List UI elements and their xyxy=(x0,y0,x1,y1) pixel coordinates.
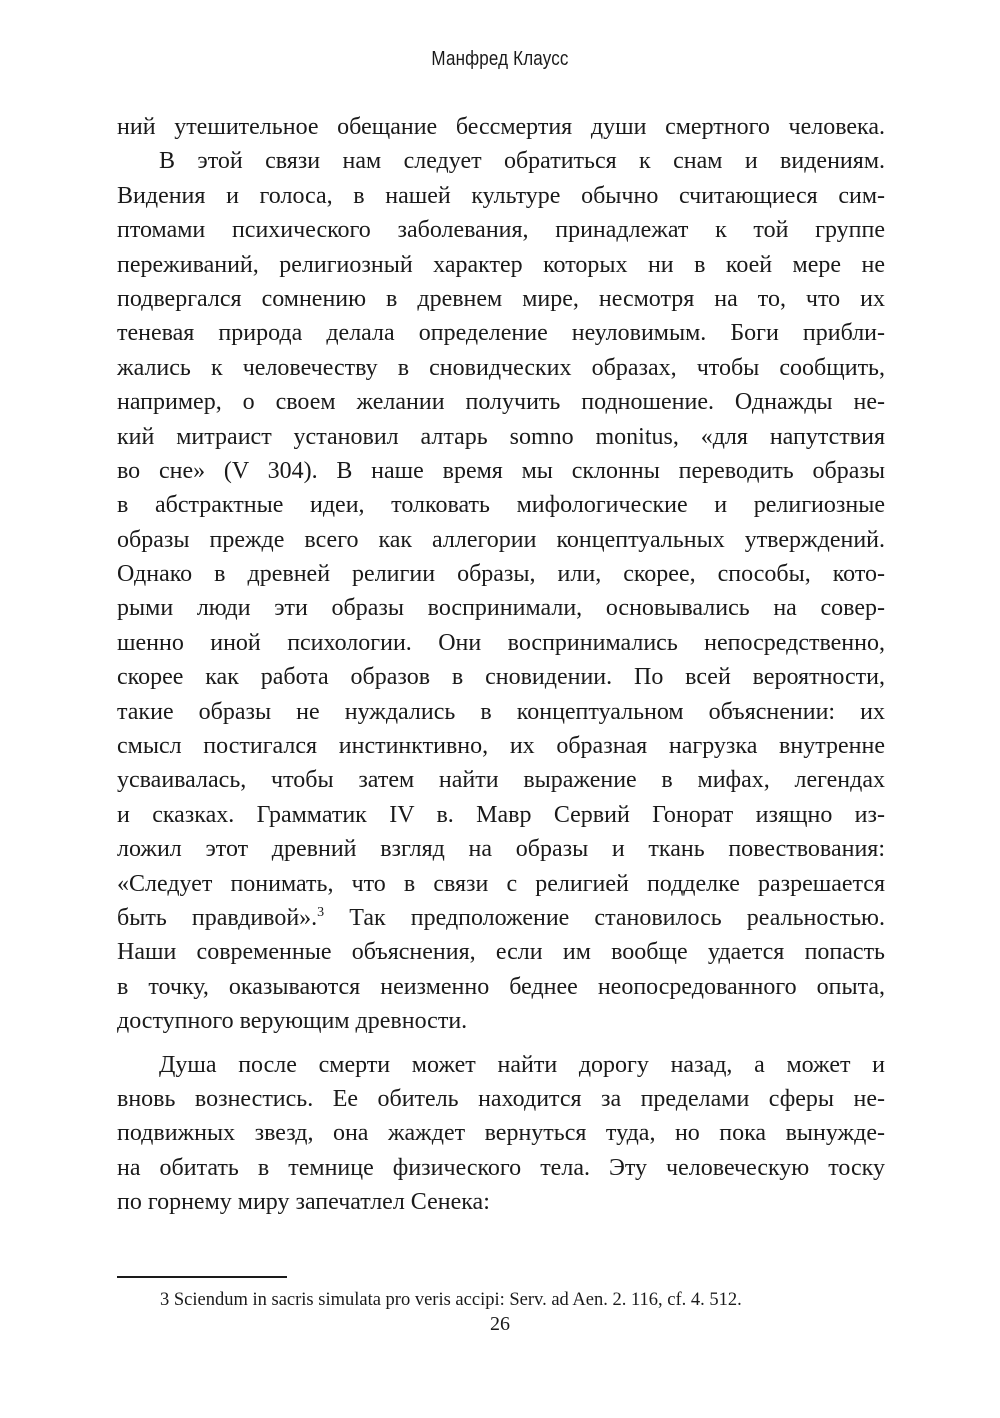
text-line: доступного верующим древности. xyxy=(117,1008,468,1035)
text-line: Видения и голоса, в нашей культуре обычно считающиеся сим- xyxy=(117,182,885,209)
text-line: скорее как работа образов в сновидении. По всей вероятности, xyxy=(117,664,885,691)
text-line: смысл постигался инстинктивно, их образная нагрузка внутренне xyxy=(117,733,885,760)
footnote-rule xyxy=(117,1276,287,1278)
text-line: жались к человечеству в сновидческих образах, чтобы сообщить, xyxy=(117,354,885,381)
text-line: В этой связи нам следует обратиться к снам и видениям. xyxy=(159,148,885,175)
text-line: в точку, оказываются неизменно беднее неопосредованного опыта, xyxy=(117,973,885,1000)
text-line: переживаний, религиозный характер которых ни в коей мере не xyxy=(117,251,885,278)
text-line: ний утешительное обещание бессмертия души смертного человека. xyxy=(117,114,885,140)
text-line: на обитать в темнице физического тела. Эту человеческую тоску xyxy=(117,1154,885,1181)
text-line: «Следует понимать, что в связи с религией подделке разрешается xyxy=(117,870,885,897)
text-line: например, о своем желании получить подношение. Однажды не- xyxy=(117,389,885,416)
text-line: по горнему миру запечатлел Сенека: xyxy=(117,1189,490,1216)
text-line: Наши современные объяснения, если им вообще удается попасть xyxy=(117,939,885,966)
page-number: 26 xyxy=(490,1313,510,1335)
text-line: во сне» (V 304). В наше время мы склонны переводить образы xyxy=(117,457,885,484)
text-line: Однако в древней религии образы, или, скорее, способы, кото- xyxy=(117,561,885,588)
running-head: Манфред Клаусс xyxy=(431,48,569,70)
text-line: усваивалась, чтобы затем найти выражение в мифах, легендах xyxy=(117,767,885,794)
text-line: ложил этот древний взгляд на образы и ткань повествования: xyxy=(117,836,885,863)
text-line: теневая природа делала определение неуловимым. Боги прибли- xyxy=(117,320,885,347)
text-line: подвергался сомнению в древнем мире, несмотря на то, что их xyxy=(117,285,885,312)
text-line: рыми люди эти образы воспринимали, основывались на совер- xyxy=(117,595,885,622)
text-line-with-footnote-ref xyxy=(117,901,885,935)
body-text xyxy=(117,110,885,1220)
text-line: такие образы не нуждались в концептуальном объяснении: их xyxy=(117,698,885,725)
text-fragment: быть правдивой». xyxy=(117,904,318,931)
text-line: Душа после смерти может найти дорогу назад, а может и xyxy=(159,1051,885,1078)
text-line: и сказках. Грамматик IV в. Мавр Сервий Гонорат изящно из- xyxy=(117,801,885,828)
footnote: 3 Sciendum in sacris simulata pro veris accipi: Serv. ad Aen. 2. 116, cf. 4. 512. xyxy=(160,1290,742,1310)
text-fragment: Так предположение становилось реальностью. xyxy=(349,904,885,931)
text-line: шенно иной психологии. Они воспринимались непосредственно, xyxy=(117,629,885,656)
text-line: образы прежде всего как аллегории концептуальных утверждений. xyxy=(117,526,885,553)
text-line: вновь вознестись. Ее обитель находится за пределами сферы не- xyxy=(117,1085,885,1112)
text-line: подвижных звезд, она жаждет вернуться туда, но пока вынужде- xyxy=(117,1120,885,1147)
text-line: кий митраист установил алтарь somno monitus, «для напутствия xyxy=(117,423,885,450)
text-line: птомами психического заболевания, принадлежат к той группе xyxy=(117,217,885,244)
text-line: в абстрактные идеи, толковать мифологические и религиозные xyxy=(117,492,885,519)
footnote-ref[interactable]: 3 xyxy=(317,904,325,920)
